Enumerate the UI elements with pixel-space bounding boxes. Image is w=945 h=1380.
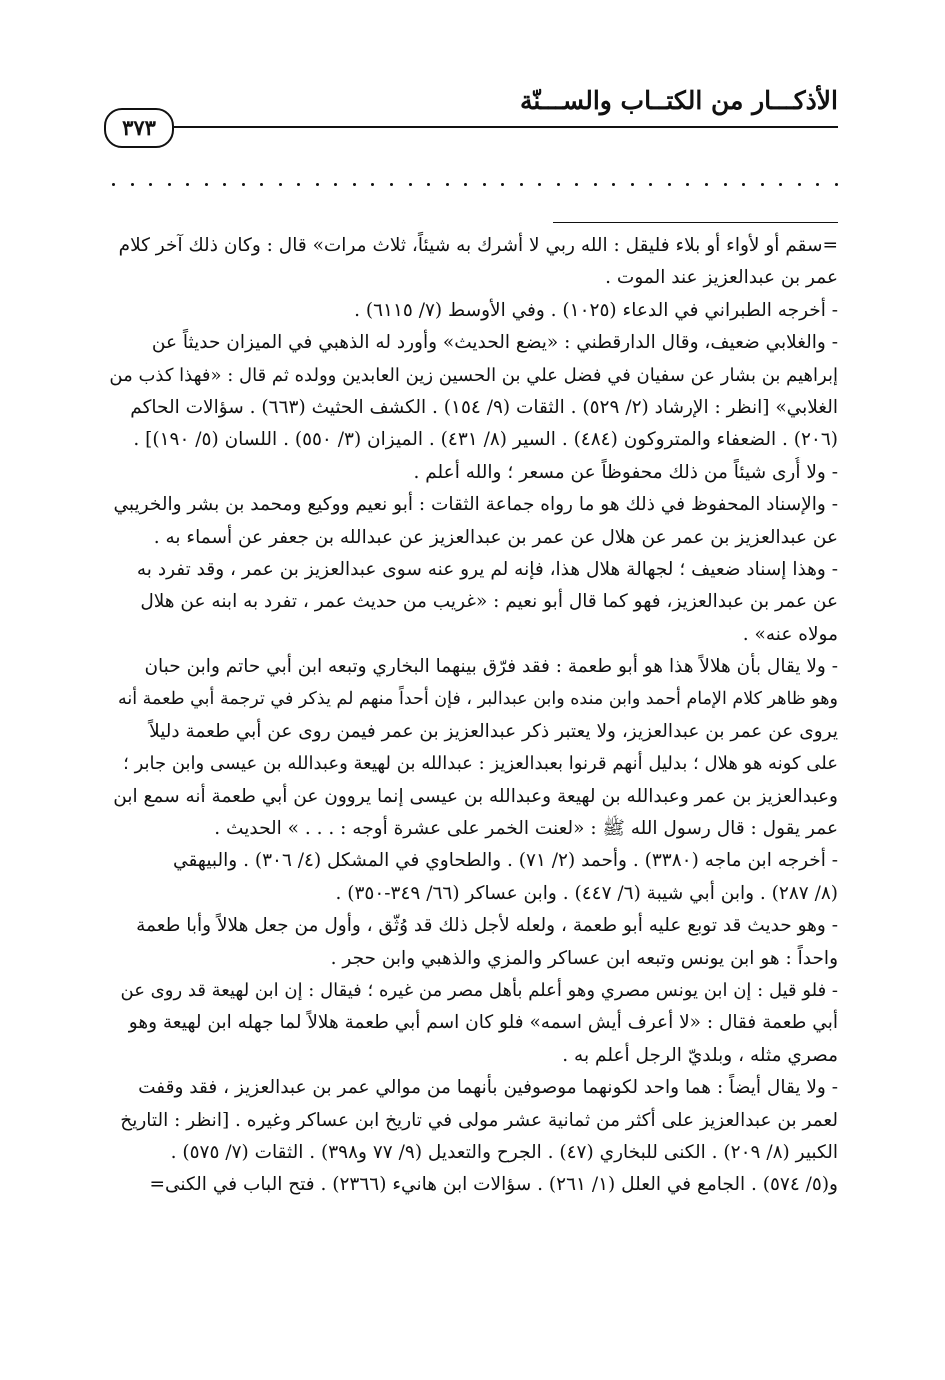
footnote-line: وهو ظاهر كلام الإمام أحمد وابن منده وابن عبدالبر ، فإن أحداً منهم لم يذكر في ترجمة أبي طعمة أنه (117, 689, 838, 710)
footnote-separator-rule (553, 222, 838, 223)
separator-dot (242, 183, 245, 186)
separator-dot (575, 183, 578, 186)
footnote-line: عمر يقول : قال رسول الله ﷺ : «لعنت الخمر على عشرة أوجه : . . . » الحديث . (214, 818, 838, 840)
separator-dot (557, 183, 560, 186)
separator-dot (297, 183, 300, 186)
footnote-line: - وهو حديث قد توبع عليه أبو طعمة ، ولعله لأجل ذلك قد وُثّق ، وأول من جعل هلالاً وأبا طعمة (136, 915, 838, 937)
separator-dot (279, 183, 282, 186)
separator-dot (149, 183, 152, 186)
separator-dot (334, 183, 337, 186)
footnote-line: - أخرجه الطبراني في الدعاء (١٠٢٥) . وفي الأوسط (٧/ ٦١١٥) . (354, 299, 838, 321)
separator-dot (668, 183, 671, 186)
footnote-line: - والغلابي ضعيف، وقال الدارقطني : «يضع الحديث» وأورد له الذهبي في الميزان حديثاً عن (151, 332, 838, 354)
footnote-line: إبراهيم بن بشار عن سفيان في فضل علي بن الحسين زين العابدين وولده ثم قال : «فهذا كذب من (109, 364, 838, 386)
footnote-line: - ولا يقال أيضاً : هما واحد لكونهما موصوفين بأنهما من موالي عمر بن عبدالعزيز ، فقد وقفت (138, 1077, 838, 1099)
separator-dot (612, 183, 615, 186)
footnote-line: الكبير (٨/ ٢٠٩) . الكنى للبخاري (٤٧) . الجرح والتعديل (٩/ ٧٧ و٣٩٨) . الثقات (٧/ ٥٧٥) . (170, 1141, 838, 1163)
footnotes-block (108, 230, 838, 1202)
separator-dot (353, 183, 356, 186)
separator-dot (538, 183, 541, 186)
separator-dot (131, 183, 134, 186)
separator-dot (779, 183, 782, 186)
separator-dot (186, 183, 189, 186)
page-number: ٣٧٣ (104, 108, 174, 148)
footnote-line: - أخرجه ابن ماجه (٣٣٨٠) . وأحمد (٢/ ٧١) . والطحاوي في المشكل (٤/ ٣٠٦) . والبيهقي (173, 850, 838, 872)
separator-dot (835, 183, 838, 186)
footnote-line: مولاه عنه» . (742, 623, 838, 645)
separator-dot (594, 183, 597, 186)
separator-dot (316, 183, 319, 186)
footnote-line: واحداً : هو ابن يونس وتبعه ابن عساكر والمزي والذهبي وابن حجر . (330, 947, 838, 969)
footnote-line: - فلو قيل : إن ابن يونس مصري وهو أعلم بأهل مصر من غيره ؛ فيقال : إن ابن لهيعة قد روى عن (120, 979, 838, 1001)
footnote-line: - ولا يقال بأن هلالاً هذا هو أبو طعمة : فقد فرّق بينهما البخاري وتبعه ابن أبي حاتم وابن حبان (144, 656, 838, 678)
footnote-line: (٢٠٦) . الضعفاء والمتروكون (٤٨٤) . السير (٨/ ٤٣١) . الميزان (٣/ ٥٥٠) . اللسان (٥/ ١٩٠)] . (133, 429, 838, 451)
separator-dot (501, 183, 504, 186)
separator-dot (371, 183, 374, 186)
separator-dot (798, 183, 801, 186)
separator-dot (464, 183, 467, 186)
header-rule (168, 126, 838, 128)
separator-dot (631, 183, 634, 186)
separator-dot (705, 183, 708, 186)
separator-dot (260, 183, 263, 186)
separator-dot (205, 183, 208, 186)
separator-dot (816, 183, 819, 186)
separator-dot (168, 183, 171, 186)
footnote-line: الغلابي» [انظر : الإرشاد (٢/ ٥٢٩) . الثقات (٩/ ١٥٤) . الكشف الحثيث (٦٦٣) . سؤالات الحاكم (130, 396, 838, 418)
footnote-line: مصري مثله ، وبلديّ الرجل أعلم به . (562, 1044, 838, 1066)
separator-dot (223, 183, 226, 186)
footnote-line: عن عمر بن عبدالعزيز، فهو كما قال أبو نعيم : «غريب من حديث عمر ، تفرد به ابنه عن هلال (140, 591, 838, 613)
separator-dot (761, 183, 764, 186)
separator-dot (686, 183, 689, 186)
separator-dot (446, 183, 449, 186)
footnote-line: يروى عن عمر بن عبدالعزيز، ولا يعتبر ذكر عبدالعزيز بن عمر فيمن روى عن أبي طعمة دليلاً (149, 720, 838, 742)
separator-dot (649, 183, 652, 186)
footnote-line: لعمر بن عبدالعزيز على أكثر من ثمانية عشر مولى في تاريخ ابن عساكر وغيره . [انظر : التاريخ (120, 1109, 838, 1131)
footnote-line: =سقم أو لأواء أو بلاء فليقل : الله ربي لا أشرك به شيئاً، ثلاث مرات» قال : وكان ذلك آخر كلام (118, 235, 838, 256)
separator-dot (520, 183, 523, 186)
ellipsis-dots-separator (112, 178, 838, 190)
separator-dot (409, 183, 412, 186)
separator-dot (427, 183, 430, 186)
footnote-line: عن عبدالعزيز بن عمر عن هلال عن عمر بن عبدالعزيز عن عبدالله بن جعفر عن أسماء به . (153, 526, 838, 548)
footnote-line: و(٥/ ٥٧٤) . الجامع في العلل (١/ ٢٦١) . سؤالات ابن هانيء (٢٣٦٦) . فتح الباب في الكنى= (149, 1174, 838, 1196)
footnote-line: - ولا أُرى شيئاً من ذلك محفوظاً عن مسعر ؛ والله أعلم . (413, 461, 838, 483)
footnote-line: أبي طعمة فقال : «لا أعرف أيش اسمه» فلو كان اسم أبي طعمة هلالاً لما جهله ابن لهيعة وهو (128, 1012, 838, 1034)
footnote-line: عمر بن عبدالعزيز عند الموت . (605, 267, 838, 289)
separator-dot (112, 183, 115, 186)
running-head-title: الأذكـــار من الكتــاب والســـنّة (519, 86, 838, 115)
footnote-line: على كونه هو هلال ؛ بدليل أنهم قرنوا بعبدالعزيز : عبدالله بن لهيعة وعبدالله بن عيسى وابن جابر ؛ (123, 753, 838, 775)
footnote-line: وعبدالعزيز بن عمر وعبدالله بن لهيعة وعبدالله بن عيسى إنما يروون عن أبي طعمة أنه سمع ابن (113, 785, 838, 807)
separator-dot (724, 183, 727, 186)
separator-dot (483, 183, 486, 186)
footnote-line: - وهذا إسناد ضعيف ؛ لجهالة هلال هذا، فإنه لم يرو عنه سوى عبدالعزيز بن عمر ، وقد تفرد به (136, 558, 838, 580)
footnote-line: (٨/ ٢٨٧) . وابن أبي شيبة (٦/ ٤٤٧) . وابن عساكر (٦٦/ ٣٤٩-٣٥٠) . (335, 882, 838, 904)
separator-dot (742, 183, 745, 186)
footnote-line: - والإسناد المحفوظ في ذلك هو ما رواه جماعة الثقات : أبو نعيم ووكيع ومحمد بن بشر والخريبي (113, 494, 838, 516)
separator-dot (390, 183, 393, 186)
